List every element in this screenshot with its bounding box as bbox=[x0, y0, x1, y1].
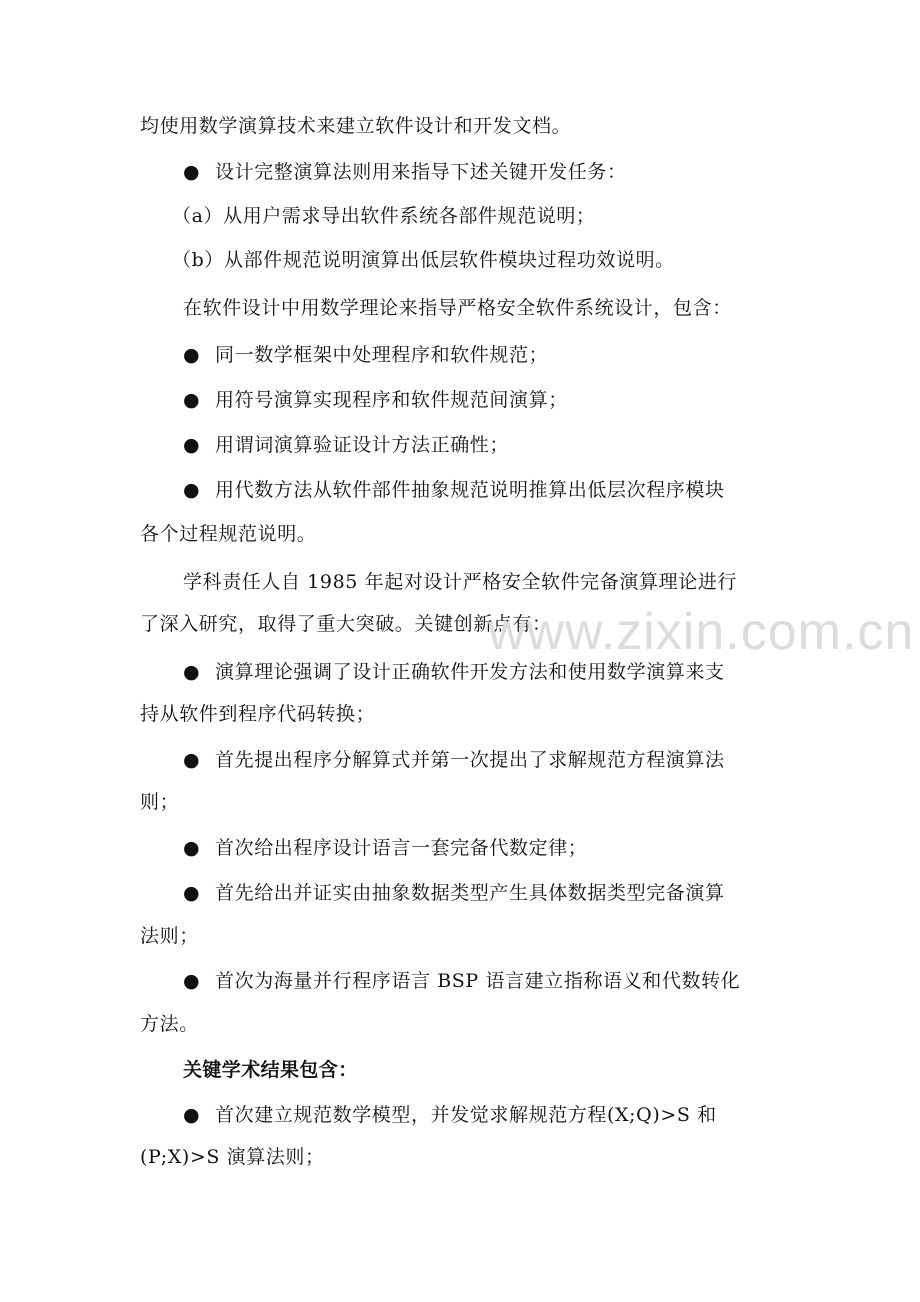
bullet-text: 设计完整演算法则用来指导下述关键开发任务： bbox=[215, 161, 627, 183]
paragraph-line: 均使用数学演算技术来建立软件设计和开发文档。 bbox=[140, 115, 572, 137]
bullet-text: 用代数方法从软件部件抽象规范说明推算出低层次程序模块 bbox=[215, 479, 725, 501]
watermark: www.zixin.com.cn bbox=[488, 603, 915, 661]
bullet-icon: ● bbox=[183, 434, 201, 456]
paragraph-line: 则； bbox=[140, 791, 180, 813]
paragraph-line: 各个过程规范说明。 bbox=[140, 523, 317, 545]
bullet-icon: ● bbox=[183, 661, 201, 683]
sub-item: （b）从部件规范说明演算出低层软件模块过程功效说明。 bbox=[172, 249, 675, 271]
bullet-icon: ● bbox=[183, 389, 201, 411]
bullet-icon: ● bbox=[183, 749, 201, 771]
bullet-text: 用符号演算实现程序和软件规范间演算； bbox=[215, 389, 568, 411]
bullet-icon: ● bbox=[183, 837, 201, 859]
bullet-text: 用谓词演算验证设计方法正确性； bbox=[215, 434, 510, 456]
bullet-icon: ● bbox=[183, 882, 201, 904]
paragraph-line: 法则； bbox=[140, 925, 199, 947]
bullet-text: 演算理论强调了设计正确软件开发方法和使用数学演算来支 bbox=[215, 661, 725, 683]
bullet-text: 首次为海量并行程序语言 BSP 语言建立指称语义和代数转化 bbox=[215, 970, 741, 992]
paragraph-line: 持从软件到程序代码转换； bbox=[140, 703, 376, 725]
bullet-text: 首先提出程序分解算式并第一次提出了求解规范方程演算法 bbox=[215, 749, 725, 771]
bullet-icon: ● bbox=[183, 479, 201, 501]
bullet-text: 同一数学框架中处理程序和软件规范； bbox=[215, 344, 549, 366]
bullet-icon: ● bbox=[183, 161, 201, 183]
paragraph-line: (P;X)>S 演算法则； bbox=[140, 1146, 325, 1168]
paragraph-line: 学科责任人自 1985 年起对设计严格安全软件完备演算理论进行 bbox=[183, 571, 738, 593]
bullet-text: 首次给出程序设计语言一套完备代数定律； bbox=[215, 837, 588, 859]
bullet-text: 首先给出并证实由抽象数据类型产生具体数据类型完备演算 bbox=[215, 882, 725, 904]
paragraph-line: 了深入研究，取得了重大突破。关键创新点有： bbox=[140, 613, 552, 635]
bullet-icon: ● bbox=[183, 1104, 201, 1126]
bullet-text: 首次建立规范数学模型，并发觉求解规范方程(X;Q)>S 和 bbox=[215, 1104, 717, 1126]
paragraph-line: 方法。 bbox=[140, 1013, 199, 1035]
sub-item: （a）从用户需求导出软件系统各部件规范说明； bbox=[172, 205, 596, 227]
bullet-icon: ● bbox=[183, 344, 201, 366]
paragraph-line: 在软件设计中用数学理论来指导严格安全软件系统设计，包含： bbox=[183, 297, 732, 319]
section-heading: 关键学术结果包含： bbox=[183, 1059, 358, 1081]
bullet-icon: ● bbox=[183, 970, 201, 992]
